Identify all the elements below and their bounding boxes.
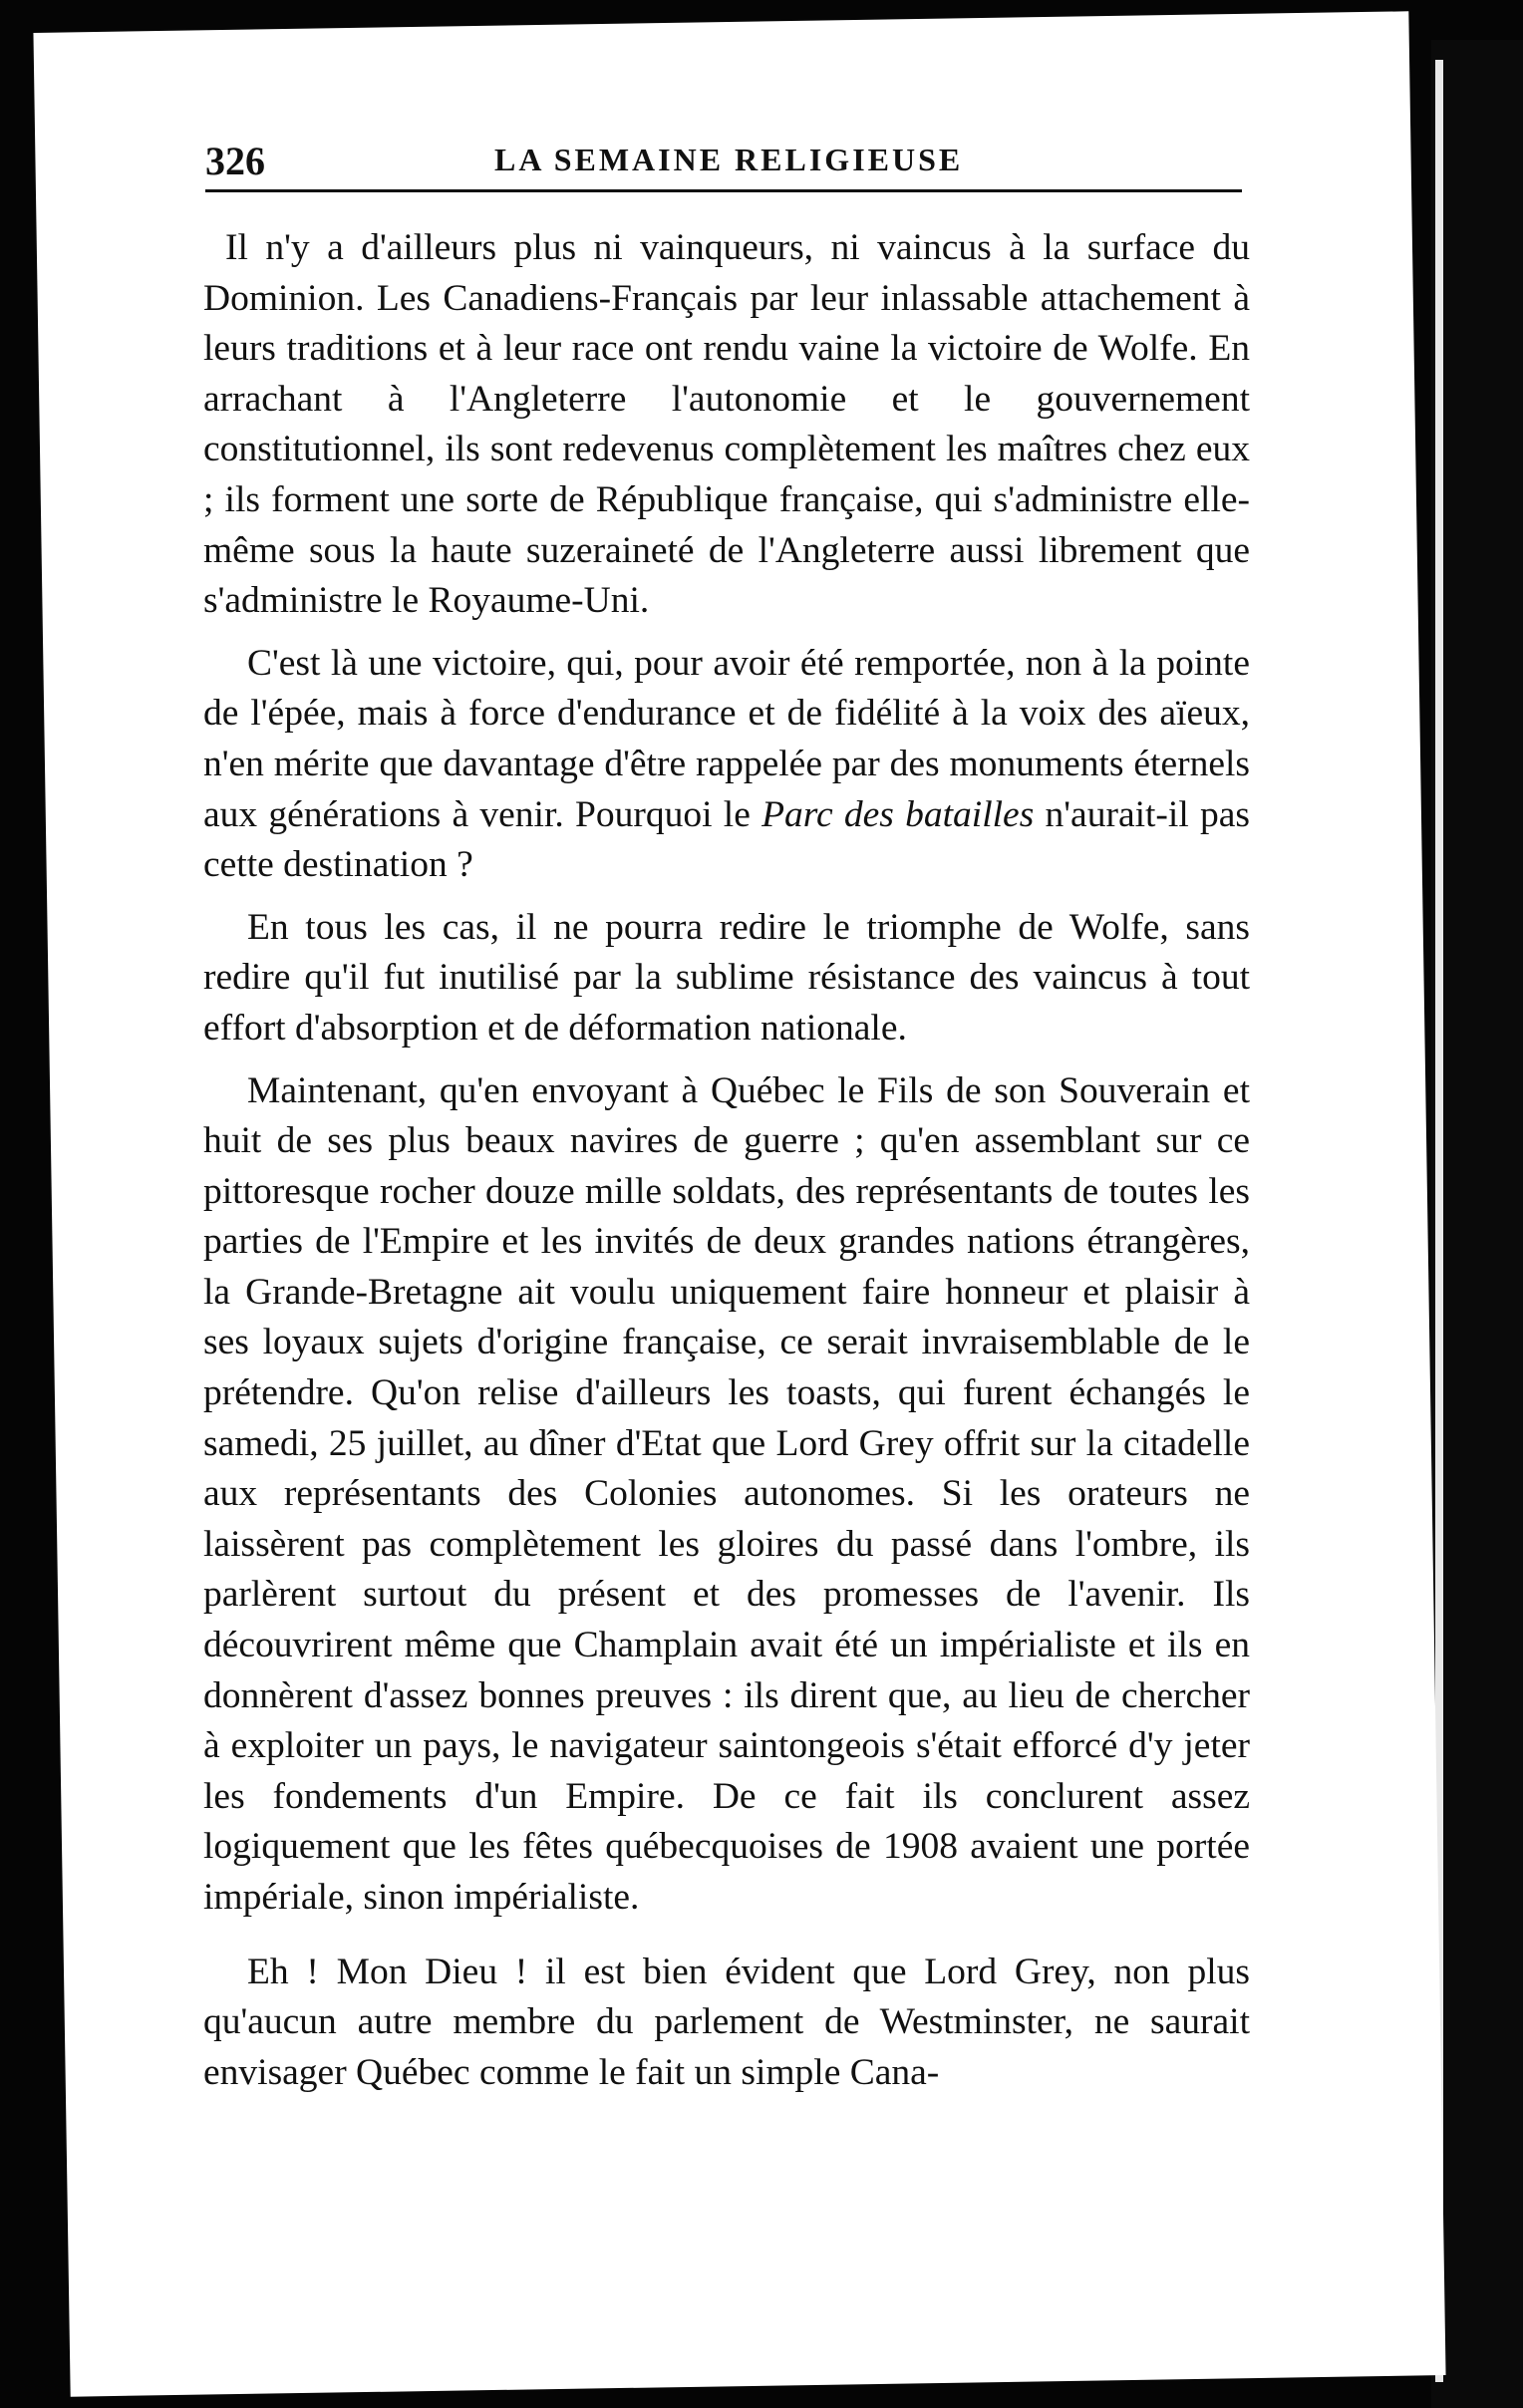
page-body: [203, 223, 1250, 2098]
paragraph-2: [203, 639, 1250, 891]
page-header: [205, 130, 1242, 192]
paragraph-1: Il n'y a d'ailleurs plus ni vainqueurs, ni vaincus à la surface du Dominion. Les Canadiens-Français par leur inlassable attachement à leurs traditions et à leur race ont rendu vaine la victoire de Wolfe. En arrachant à l'Angleterre l'autonomie et le gouvernement constitutionnel, ils sont redevenus complètement les maîtres chez eux ; ils forment une sorte de République française, qui s'administre elle-même sous la haute suzeraineté de l'Angleterre aussi librement que s'administre le Royaume-Uni.: [203, 227, 1250, 622]
paragraph-5: Eh ! Mon Dieu ! il est bien évident que Lord Grey, non plus qu'aucun autre membre du parlement de Westminster, ne saurait envisager Québec comme le fait un simple Cana-: [203, 1951, 1250, 2093]
paragraph-2-text: C'est là une victoire, qui, pour avoir été remportée, non à la pointe de l'épée, mais à force d'endurance et de fidélité à la voix des aïeux, n'en mérite que davantage d'être rappelée par des monuments éternels aux générations à venir. Pourquoi le: [203, 642, 1250, 835]
adjacent-page-shadow: [1431, 40, 1523, 2408]
paragraph-2-tail: n'aurait-il pas cette destination ?: [203, 793, 1250, 886]
running-head: LA SEMAINE RELIGIEUSE: [494, 142, 964, 177]
paragraph-3: En tous les cas, il ne pourra redire le triomphe de Wolfe, sans redire qu'il fut inutilisé par la sublime résistance des vaincus à tout effort d'absorption et de déformation nationale.: [203, 906, 1250, 1049]
page-number: 326: [205, 139, 265, 183]
park-name-italic: Parc des batailles: [762, 793, 1035, 835]
paragraph-4: Maintenant, qu'en envoyant à Québec le Fils de son Souverain et huit de ses plus beaux navires de guerre ; qu'en assemblant sur ce pittoresque rocher douze mille soldats, des représentants de toutes les parties de l'Empire et les invités de deux grandes nations étrangères, la Grande-Bretagne ait voulu uniquement faire honneur et plaisir à ses loyaux sujets d'origine française, ce serait invraisemblable de le prétendre. Qu'on relise d'ailleurs les toasts, qui furent échangés le samedi, 25 juillet, au dîner d'Etat que Lord Grey offrit sur la citadelle aux représentants des Colonies autonomes. Si les orateurs ne laissèrent pas complètement les gloires du passé dans l'ombre, ils parlèrent surtout du présent et des promesses de l'avenir. Ils découvrirent même que Champlain avait été un impérialiste et ils en donnèrent d'assez bonnes preuves : ils dirent que, au lieu de chercher à exploiter un pays, le navigateur saintongeois s'était efforcé d'y jeter les fondements d'un Empire. De ce fait ils conclurent assez logiquement que les fêtes québecquoises de 1908 avaient une portée impériale, sinon impérialiste.: [203, 1069, 1250, 1918]
